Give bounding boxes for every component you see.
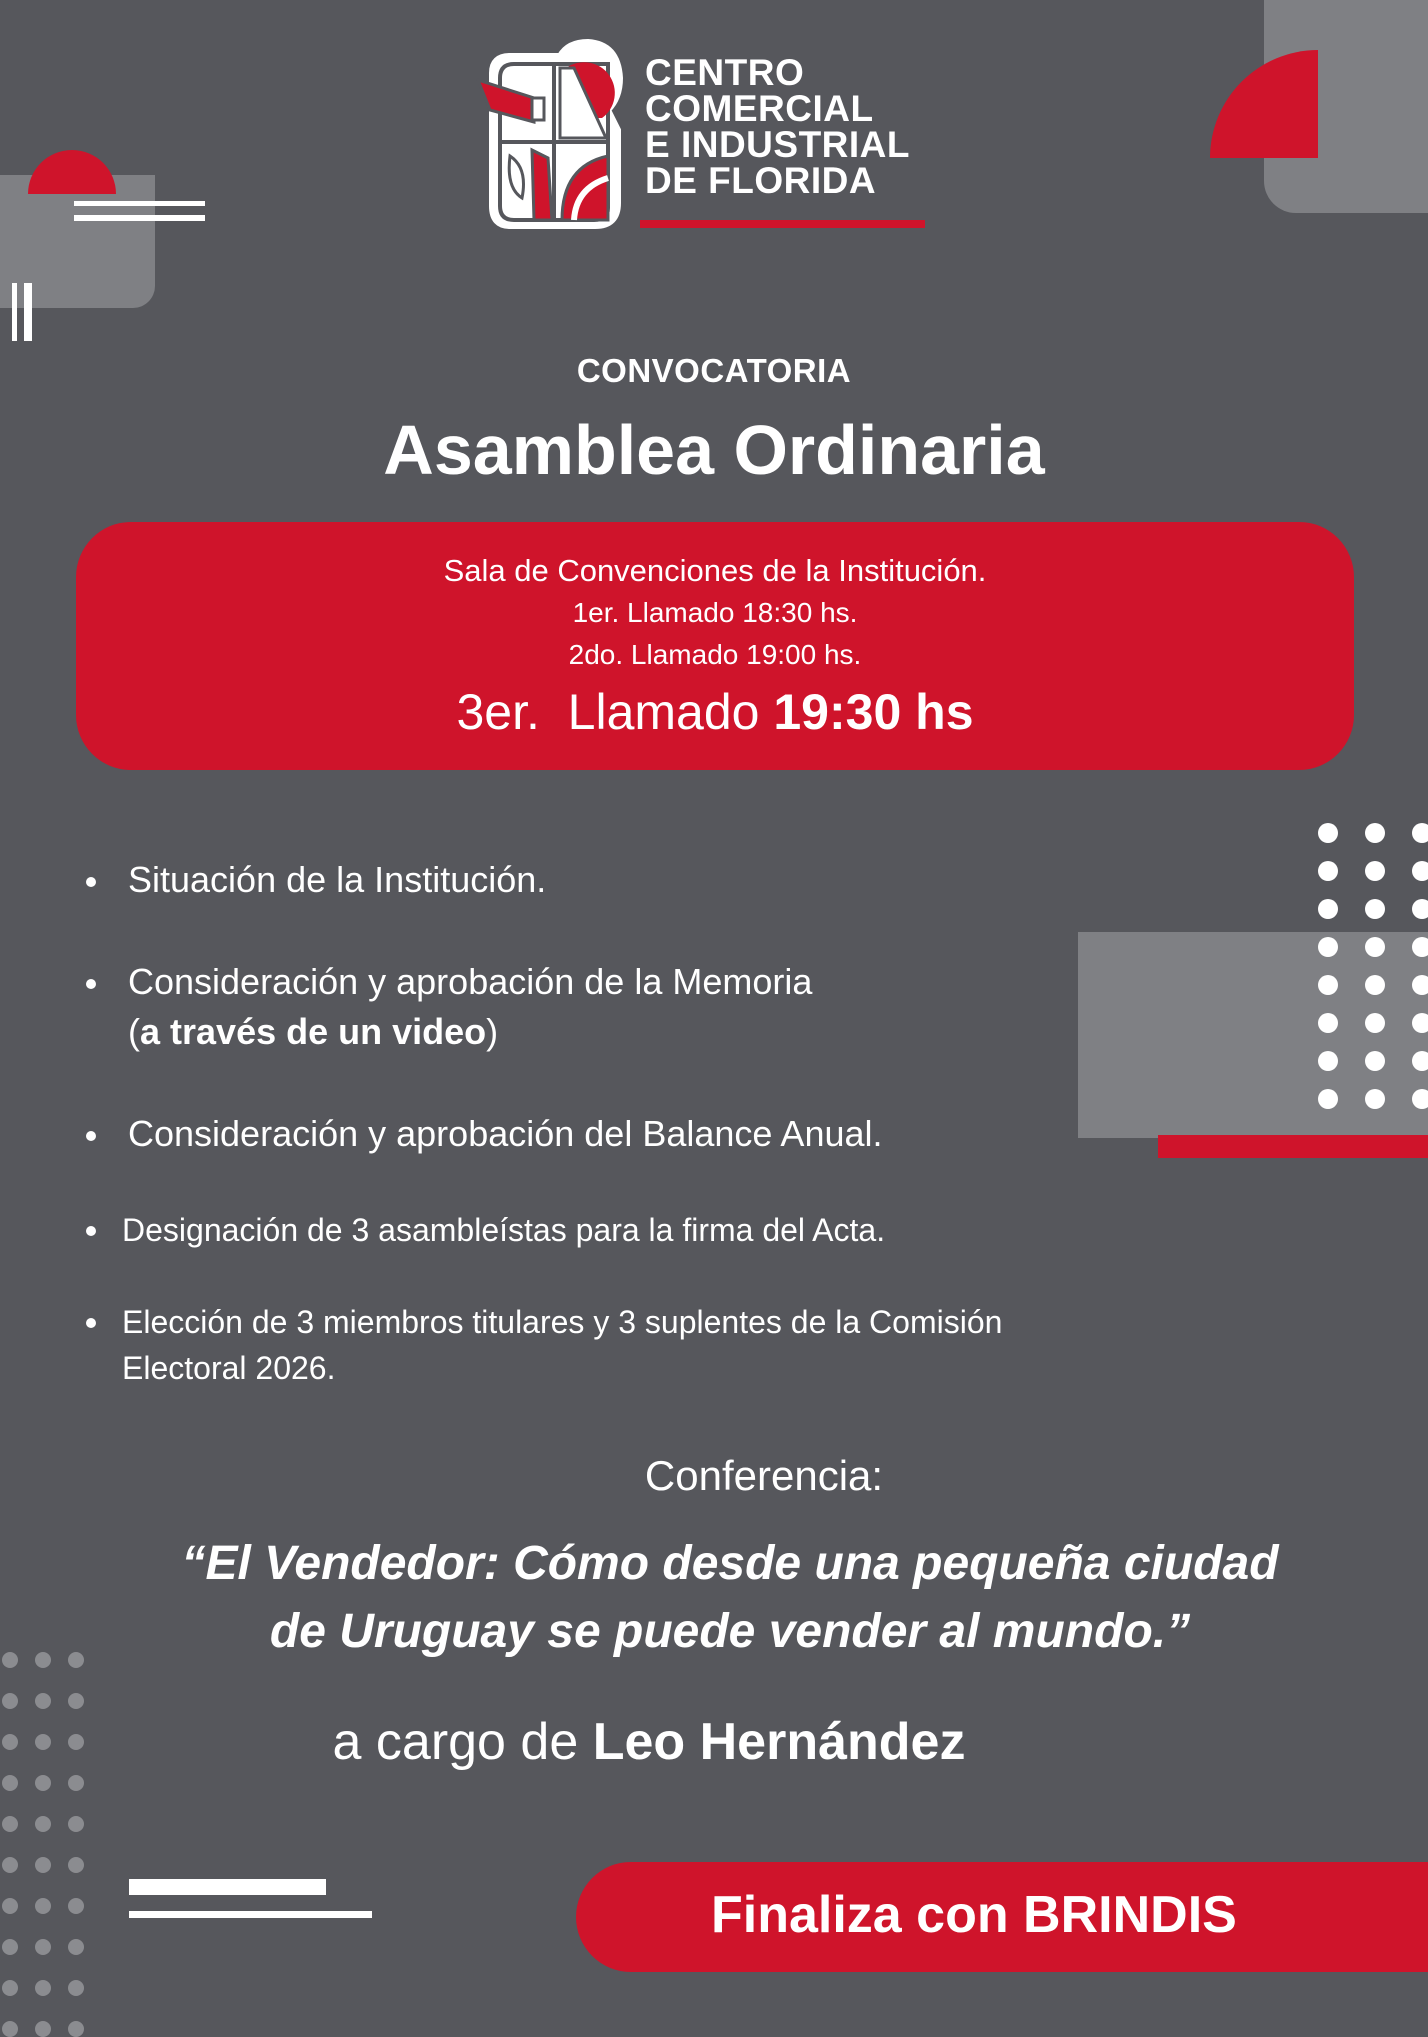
- agenda-item: Elección de 3 miembros titulares y 3 suplentes de la Comisión Electoral 2026.: [82, 1299, 1122, 1391]
- agenda-list: [82, 855, 1122, 1391]
- agenda-item: Consideración y aprobación del Balance Anual.: [82, 1109, 1122, 1159]
- closing-banner: [576, 1862, 1428, 1972]
- third-call-text: 3er. Llamado 19:30 hs: [456, 684, 974, 740]
- decorative-red-quarter-circle: [1210, 50, 1318, 158]
- kicker-heading: CONVOCATORIA: [576, 352, 852, 389]
- venue-text: Sala de Convenciones de la Institución.: [443, 553, 987, 588]
- bullet-icon: [86, 979, 96, 989]
- decorative-dot-grid-left: [2, 1652, 84, 2037]
- first-call-text: 1er. Llamado 18:30 hs.: [572, 597, 858, 628]
- bullet-icon: [86, 1226, 96, 1236]
- conference-title: “El Vendedor: Cómo desde una pequeña ciudad de Uruguay se puede vender al mundo.”: [181, 1537, 1279, 1658]
- page-title: Asamblea Ordinaria: [383, 411, 1045, 489]
- logo-underline: [640, 220, 925, 228]
- bullet-icon: [86, 1318, 96, 1328]
- decorative-vertical-line: [24, 283, 32, 341]
- decorative-red-semicircle: [28, 150, 116, 194]
- closing-text: Finaliza con BRINDIS: [711, 1886, 1237, 1944]
- speaker-name: Leo Hernández: [592, 1713, 966, 1771]
- decorative-line: [74, 215, 205, 221]
- third-call-time: 19:30 hs: [773, 684, 974, 740]
- decorative-red-bar: [1158, 1135, 1428, 1158]
- decorative-dot-grid-right: [1318, 823, 1428, 1109]
- agenda-item: Designación de 3 asambleístas para la firma del Acta.: [82, 1207, 1122, 1253]
- conference-label: Conferencia:: [644, 1452, 884, 1499]
- decorative-line: [74, 201, 205, 206]
- bullet-icon: [86, 1131, 96, 1141]
- decorative-vertical-line: [12, 283, 17, 341]
- speaker-line: a cargo de Leo Hernández: [332, 1713, 966, 1771]
- agenda-item: Situación de la Institución.: [82, 855, 1122, 905]
- shield-crest-icon: [470, 38, 635, 238]
- organization-name: CENTRO COMERCIAL E INDUSTRIAL DE FLORIDA: [645, 52, 910, 201]
- decorative-line: [129, 1879, 326, 1895]
- second-call-text: 2do. Llamado 19:00 hs.: [568, 639, 862, 670]
- decorative-line: [129, 1911, 372, 1918]
- bullet-icon: [86, 877, 96, 887]
- agenda-item: Consideración y aprobación de la Memoria (a través de un video): [82, 957, 1122, 1057]
- schedule-box: [76, 522, 1354, 770]
